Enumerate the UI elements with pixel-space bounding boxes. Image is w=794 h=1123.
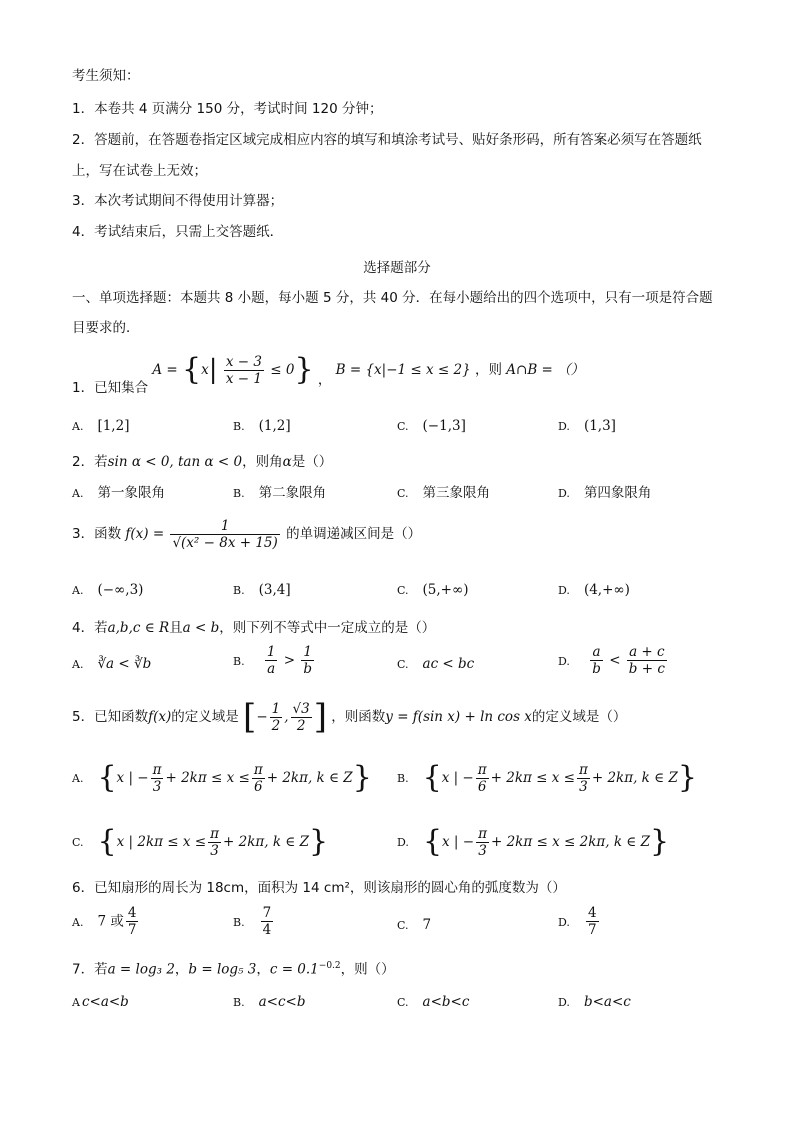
q5-option-d[interactable]: D. {x | − $\frac{\pi}{3}$ + 2kπ ≤ x ≤ 2kπ, k ∈ Z} [397,824,670,859]
q2-option-d[interactable]: D. 第四象限角 [558,485,652,501]
part-heading: 一、单项选择题：本题共 8 小题，每小题 5 分，共 40 分．在每小题给出的四个选项中，只有一项是符合题 [72,290,713,306]
question-3: 3．函数 f(x) = $\frac{1}{\text{√(x² − 8x + 15)}}$ 的单调递减区间是（） [72,517,422,551]
q3-option-c[interactable]: C. (5,+∞) [397,582,469,598]
q4-option-d[interactable]: D. $\frac{a}{b}$ < $\frac{a + c}{b + c}$ [558,644,665,677]
notice-item: 1．本卷共 4 页满分 150 分，考试时间 120 分钟； [72,101,383,117]
q5-option-a[interactable]: A. {x | − $\frac{\pi}{3}$ + 2kπ ≤ x ≤ $\frac{\pi}{6}$ + 2kπ, k ∈ Z} [72,760,372,795]
q5-option-b[interactable]: B. {x | − $\frac{\pi}{6}$ + 2kπ ≤ x ≤ $\frac{\pi}{3}$ + 2kπ, k ∈ Z} [397,760,697,795]
notice-heading: 考生须知： [72,68,140,84]
q7-option-c[interactable]: C. a<b<c [397,994,470,1010]
q2-option-b[interactable]: B. 第二象限角 [233,485,327,501]
q6-option-b[interactable]: B. $\frac{7}{4}$ [233,905,272,938]
q5-option-c[interactable]: C. {x | 2kπ ≤ x ≤ $\frac{\pi}{3}$ + 2kπ, k ∈ Z} [72,824,329,859]
question-2: 2．若sin α < 0, tan α < 0，则角α是（） [72,454,333,470]
q3-option-a[interactable]: A. (−∞,3) [72,582,144,598]
q7-option-a[interactable]: A c<a<b [72,994,129,1010]
part-heading-cont: 目要求的． [72,320,140,336]
q6-option-d[interactable]: D. $\frac{4}{7}$ [558,905,597,938]
q7-option-b[interactable]: B. a<c<b [233,994,306,1010]
q2-option-a[interactable]: A. 第一象限角 [72,485,165,501]
q6-option-a[interactable]: A. 7 或 $\frac{4}{7}$ [72,905,137,938]
q1-option-b[interactable]: B. (1,2] [233,418,291,434]
notice-item: 4．考试结束后，只需上交答题纸． [72,224,284,240]
q6-option-c[interactable]: C. 7 [397,917,432,933]
q7-option-d[interactable]: D. b<a<c [558,994,631,1010]
question-4: 4．若a,b,c ∈ R且a < b，则下列不等式中一定成立的是（） [72,620,436,636]
section-title: 选择题部分 [363,260,431,276]
q2-option-c[interactable]: C. 第三象限角 [397,485,491,501]
q4-option-a[interactable]: A. ∛a < ∛b [72,656,152,672]
question-1: 1．已知集合 A = {x| $\frac{x - 3}{x - 1}$ ≤ 0} ， B = {x|−1 ≤ x ≤ 2} ，则 A∩B = （） [72,352,585,396]
q3-option-d[interactable]: D. (4,+∞) [558,582,630,598]
q3-option-b[interactable]: B. (3,4] [233,582,291,598]
notice-item: 2．答题前，在答题卷指定区域完成相应内容的填写和填涂考试号、贴好条形码，所有答案必须写在答题纸 [72,132,702,148]
q1-option-d[interactable]: D. (1,3] [558,418,616,434]
q1-option-c[interactable]: C. (−1,3] [397,418,466,434]
q4-option-b[interactable]: B. $\frac{1}{a}$ > $\frac{1}{b}$ [233,644,313,677]
notice-item: 3．本次考试期间不得使用计算器； [72,193,284,209]
q1-option-a[interactable]: A. [1,2] [72,418,130,434]
notice-item: 上，写在试卷上无效； [72,163,207,179]
question-6: 6．已知扇形的周长为 18cm，面积为 14 cm²，则该扇形的圆心角的弧度数为（） [72,880,566,896]
q4-option-c[interactable]: C. ac < bc [397,656,475,672]
question-5: 5．已知函数f(x)的定义域是 [− $\frac{1}{2}$ , $\frac{√3}{2}$ ] ，则函数y = f(sin x) + ln cos x的定义域是（） [72,697,627,737]
question-7: 7．若a = log₃ 2，b = log₅ 3，$c = 0.1^{-0.2}$，则（） [72,961,395,978]
